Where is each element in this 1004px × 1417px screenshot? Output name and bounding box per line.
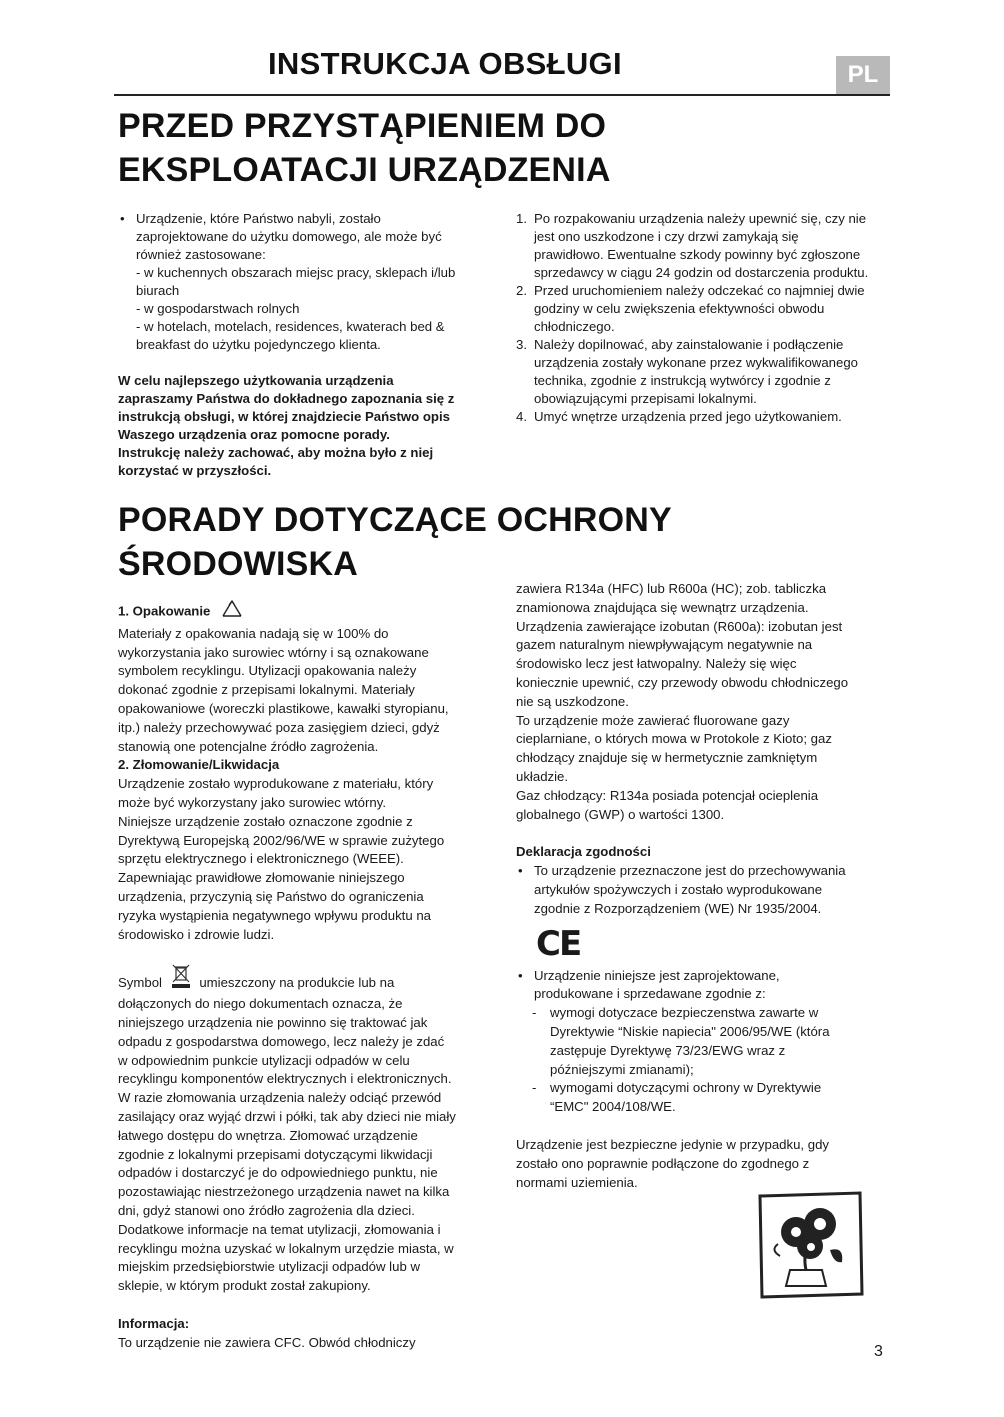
text-line: urządzenia zostały wykonane przez wykwalifikowanego [534, 355, 858, 370]
section2-title [118, 498, 672, 586]
text-line: symbolem recyklingu. Utylizacji opakowania należy [118, 663, 417, 679]
packaging-heading [118, 599, 498, 625]
text-line: recyklingu komponentów elektrycznych i elektronicznych. [118, 1071, 452, 1087]
text-line: zawiera R134a (HFC) lub R600a (HC); zob. tabliczka [516, 581, 827, 596]
text-line: prawidłowo. Ewentualne szkody powinny być zgłoszone [534, 247, 861, 262]
disposal-heading: 2. Złomowanie/Likwidacja [118, 757, 280, 773]
section1-title [118, 104, 611, 192]
text-line: chłodniczego. [534, 319, 615, 334]
conformity-heading: Deklaracja zgodności [516, 844, 651, 860]
text-line: odpadów i dostarczyć je do odpowiedniego punktu, nie [118, 1165, 438, 1181]
step-item [516, 282, 892, 336]
usage-note [118, 372, 498, 480]
usage-list [118, 210, 498, 354]
text-line: środowisko i zdrowie ludzi. [118, 926, 275, 942]
preparation-steps [516, 210, 892, 426]
standards-list [516, 967, 896, 1005]
usage-list-item [118, 210, 498, 354]
text-line: łatwego dostępu do wnętrza. Złomować urządzenie [118, 1127, 418, 1143]
header-divider [114, 94, 890, 96]
directives-list [516, 1004, 896, 1117]
text-line: Urządzenie zostało wyprodukowane z materiału, który [118, 776, 434, 792]
section2-title-line1: PORADY DOTYCZĄCE OCHRONY [118, 501, 672, 539]
directive-item [516, 1004, 896, 1079]
text-line: późniejszymi zmianami); [550, 1061, 694, 1077]
text-line: breakfast do użytku pojedynczego klienta. [136, 337, 381, 352]
text-line: Materiały z opakowania nadają się w 100% do [118, 625, 389, 641]
text-line: • To urządzenie przeznaczone jest do przechowywania [534, 863, 846, 879]
text-line: sprzętu elektrycznego i elektronicznego (WEEE). [118, 851, 404, 867]
text-line: gazem naturalnym niewpływającym negatywnie na [516, 637, 813, 653]
text-line: jest ono uszkodzone i czy drzwi zamykają się [534, 229, 799, 244]
step-item [516, 408, 892, 426]
text-line: W celu najlepszego użytkowania urządzenia [118, 373, 394, 388]
symbol-text-after: umieszczony na produkcie lub na [199, 975, 395, 991]
text-line: dni, gdyż stanowi ono źródło zagrożenia dla dzieci. [118, 1202, 415, 1218]
section1-title-line2: EKSPLOATACJI URZĄDZENIA [118, 151, 611, 189]
language-badge: PL [836, 56, 890, 94]
text-line: Zapewniając prawidłowe złomowanie niniejszego [118, 870, 405, 886]
text-line: odpadu z gospodarstwa domowego, lecz należy je zdać [118, 1033, 445, 1049]
text-line: miejskim przedsiębiorstwie utylizacji odpadów lub w [118, 1259, 420, 1275]
text-line: stanowią one potencjalne źródło zagrożenia. [118, 738, 379, 754]
conformity-list [516, 862, 896, 918]
text-line: artykułów spożywczych i zostało wyprodukowane [534, 881, 823, 897]
text-line: środowisko lecz jest łatwopalny. Należy się więc [516, 656, 797, 672]
section1-right-column [516, 210, 892, 426]
text-line: produkowane i sprzedawane zgodnie z: [534, 986, 766, 1002]
text-line: sklepie, w którym produkt został zakupiony. [118, 1278, 371, 1294]
text-line: sprzedawcy w ciągu 24 godzin od dostarczenia produktu. [534, 265, 869, 280]
recycle-icon [220, 599, 244, 625]
section2-left-column [118, 599, 498, 1352]
section1-left-column [118, 210, 498, 480]
section2-right-column [516, 580, 896, 1192]
text-line: Po rozpakowaniu urządzenia należy upewnić się, czy nie [534, 211, 867, 226]
document-title: INSTRUKCJA OBSŁUGI [268, 46, 622, 81]
packaging-text [118, 625, 498, 757]
text-line: zgodnie z Rozporządzeniem (WE) Nr 1935/2004. [534, 900, 822, 916]
text-line: • Urządzenie niniejsze jest zaprojektowane, [534, 967, 780, 983]
text-line: “EMC" 2004/108/WE. [550, 1099, 676, 1115]
text-line: cieplarniane, o których mowa w Protokole z Kioto; gaz [516, 731, 832, 747]
text-line: - w kuchennych obszarach miejsc pracy, sklepach i/lub [136, 265, 456, 280]
text-line: normami uziemienia. [516, 1174, 638, 1190]
text-line: zaprojektowane do użytku domowego, ale może być [136, 229, 442, 244]
text-line: Gaz chłodzący: R134a posiada potencjał ocieplenia [516, 787, 819, 803]
text-line: itp.) należy przechowywać poza zasięgiem dzieci, gdyż [118, 719, 440, 735]
text-line: technika, zgodnie z instrukcją wytwórcy i zgodnie z [534, 373, 831, 388]
text-line: niniejszego urządzenia nie powinno się traktować jak [118, 1014, 428, 1030]
text-line: - wymogami dotyczącymi ochrony w Dyrektywie [550, 1080, 822, 1096]
symbol-text-before: Symbol [118, 975, 162, 991]
information-heading: Informacja: [118, 1315, 190, 1331]
text-line: Dodatkowe informacje na temat utylizacji, złomowania i [118, 1221, 441, 1237]
text-line: zgodnie z lokalnymi przepisami dotyczącymi likwidacji [118, 1146, 433, 1162]
text-line: To urządzenie nie zawiera CFC. Obwód chłodniczy [118, 1334, 416, 1350]
text-line: znamionowa znajdująca się wewnątrz urządzenia. [516, 599, 809, 615]
text-line: To urządzenie może zawierać fluorowane gazy [516, 712, 790, 728]
text-line: korzystać w przyszłości. [118, 463, 272, 478]
text-line: Należy dopilnować, aby zainstalowanie i podłączenie [534, 337, 844, 352]
text-line: chłodzący znajduje się w hermetycznie zamkniętym [516, 750, 818, 766]
text-line: Dyrektywie “Niskie napiecia" 2006/95/WE (która [550, 1023, 830, 1039]
text-line: godziny w celu zwiększenia efektywności obwodu [534, 301, 825, 316]
step-number: 3. [516, 337, 527, 352]
crossed-bin-icon-svg [170, 963, 192, 989]
packaging-heading-text: 1. Opakowanie [118, 603, 211, 619]
text-line: Przed uruchomieniem należy odczekać co najmniej dwie [534, 283, 865, 298]
weee-text [118, 995, 498, 1296]
text-line: W razie złomowania urządzenia należy odciąć przewód [118, 1090, 442, 1106]
text-line: może być wykorzystany jako surowiec wtórny. [118, 794, 386, 810]
refrigerant-text [516, 580, 896, 824]
recycle-icon-svg [220, 599, 244, 619]
crossed-bin-icon [170, 963, 192, 995]
text-line: recyklingu można uzyskać w lokalnym urzędzie miasta, w [118, 1240, 454, 1256]
disposal-text [118, 775, 498, 944]
text-line: globalnego (GWP) o wartości 1300. [516, 806, 725, 822]
clean-environment-icon-svg [756, 1190, 866, 1300]
text-line: biurach [136, 283, 180, 298]
text-line: również zastosowane: [136, 247, 266, 262]
page-number: 3 [874, 1343, 883, 1360]
symbol-line [118, 963, 498, 995]
text-line: - w hotelach, motelach, residences, kwaterach bed & [136, 319, 445, 334]
text-line: obowiązującymi przepisami lokalnymi. [534, 391, 757, 406]
text-line: zapraszamy Państwa do dokładnego zapoznania się z [118, 391, 455, 406]
standards-item [516, 967, 896, 1005]
text-line: ryzyka wystąpienia negatywnego wpływu produktu na [118, 907, 432, 923]
text-line: - wymogi dotyczace bezpieczenstwa zawarte w [550, 1005, 819, 1021]
text-line: dokonać zgodnie z przepisami lokalnymi. Materiały [118, 682, 415, 698]
text-line: Waszego urządzenia oraz pomocne porady. [118, 427, 390, 442]
text-line: urządzenia, przyczynią się Państwo do ograniczenia [118, 888, 424, 904]
text-line: Urządzenie jest bezpieczne jedynie w przypadku, gdy [516, 1136, 830, 1152]
text-line: wykorzystania jako surowiec wtórny i są oznakowane [118, 644, 429, 660]
text-line: Niniejsze urządzenie zostało oznaczone zgodnie z [118, 813, 413, 829]
text-line: układzie. [516, 768, 569, 784]
text-line: Umyć wnętrze urządzenia przed jego użytkowaniem. [534, 409, 842, 424]
clean-environment-icon [756, 1190, 866, 1300]
text-line: zostało ono poprawnie podłączone do zgodnego z [516, 1155, 810, 1171]
text-line: zasilający oraz wyjąć drzwi i półki, tak aby dzieci nie miały [118, 1108, 456, 1124]
text-line: dołączonych do niego dokumentach oznacza, że [118, 996, 403, 1012]
text-line: w odpowiednim punkcie utylizacji odpadów w celu [118, 1052, 410, 1068]
step-item [516, 210, 892, 282]
step-number: 4. [516, 409, 527, 424]
text-line: Instrukcję należy zachować, aby można było z niej [118, 445, 434, 460]
text-line: pozostawiając niestrzeżonego urządzenia nawet na kilka [118, 1184, 450, 1200]
text-line: Dyrektywą Europejską 2002/96/WE w sprawie zużytego [118, 832, 445, 848]
text-line: nie są uszkodzone. [516, 693, 629, 709]
step-number: 1. [516, 211, 527, 226]
text-line: Urządzenia zawierające izobutan (R600a): izobutan jest [516, 618, 843, 634]
text-line: - w gospodarstwach rolnych [136, 301, 300, 316]
text-line: opakowaniowe (woreczki plastikowe, kawałki styropianu, [118, 700, 449, 716]
ce-mark: CE [536, 923, 581, 964]
safety-note [516, 1136, 896, 1192]
step-item [516, 336, 892, 408]
step-number: 2. [516, 283, 527, 298]
directive-item [516, 1079, 896, 1117]
section1-title-line1: PRZED PRZYSTĄPIENIEM DO [118, 107, 607, 145]
text-line: instrukcją obsługi, w której znajdziecie Państwo opis [118, 409, 450, 424]
text-line: zastępuje Dyrektywę 73/23/EWG wraz z [550, 1042, 786, 1058]
text-line: koniecznie upewnić, czy przewody obwodu chłodniczego [516, 674, 849, 690]
text-line: • Urządzenie, które Państwo nabyli, zostało [136, 211, 381, 226]
section2-title-line2: ŚRODOWISKA [118, 545, 358, 583]
conformity-item [516, 862, 896, 918]
